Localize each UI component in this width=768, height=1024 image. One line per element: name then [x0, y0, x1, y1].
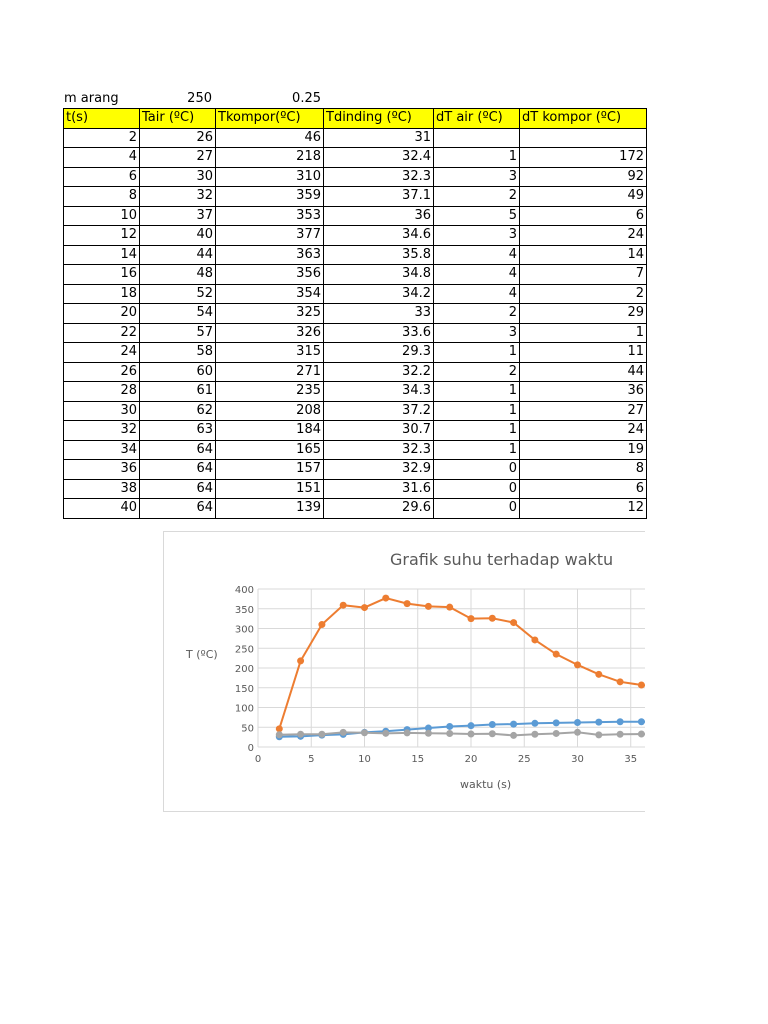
table-row [64, 401, 647, 421]
table-cell: 30.7 [324, 421, 434, 441]
table-cell: 28 [64, 382, 140, 402]
table-cell: 326 [216, 323, 324, 343]
table-cell: 12 [64, 226, 140, 246]
table-cell: 64 [140, 440, 216, 460]
table-cell: 27 [520, 401, 647, 421]
table-row [64, 499, 647, 519]
table-cell: 32 [64, 421, 140, 441]
data-point [553, 651, 560, 658]
data-point [382, 730, 389, 737]
data-point [595, 671, 602, 678]
y-tick-label: 250 [234, 644, 254, 656]
table-cell: 33.6 [324, 323, 434, 343]
table-cell: 62 [140, 401, 216, 421]
table-cell: 172 [520, 148, 647, 168]
table-row [64, 440, 647, 460]
data-point [574, 719, 581, 726]
data-point [361, 604, 368, 611]
table-cell: 7 [520, 265, 647, 285]
data-point [638, 731, 645, 738]
table-cell: 1 [434, 401, 520, 421]
table-cell: 29.6 [324, 499, 434, 519]
table-row [64, 167, 647, 187]
data-point [382, 595, 389, 602]
x-tick-label: 5 [308, 754, 315, 765]
table-cell: 24 [520, 226, 647, 246]
table-cell: 2 [434, 362, 520, 382]
table-cell: 33 [324, 304, 434, 324]
table-cell [520, 128, 647, 148]
table-cell: 157 [216, 460, 324, 480]
data-point [531, 731, 538, 738]
table-cell: 8 [64, 187, 140, 207]
table-cell: 151 [216, 479, 324, 499]
table-cell: 34.8 [324, 265, 434, 285]
table-cell: 34 [64, 440, 140, 460]
table-row [64, 362, 647, 382]
table-row [64, 460, 647, 480]
table-row [64, 265, 647, 285]
table-cell: 57 [140, 323, 216, 343]
x-axis-label: waktu (s) [460, 778, 512, 791]
table-cell: 0 [434, 460, 520, 480]
x-tick-label: 20 [464, 754, 478, 765]
column-header: Tkompor(ºC) [216, 109, 324, 129]
table-cell: 24 [520, 421, 647, 441]
data-point [340, 729, 347, 736]
data-point [638, 681, 645, 688]
table-cell: 64 [140, 479, 216, 499]
x-tick-label: 10 [358, 754, 371, 765]
table-cell: 2 [520, 284, 647, 304]
table-cell: 29 [520, 304, 647, 324]
data-point [638, 718, 645, 725]
data-point [510, 732, 517, 739]
data-point [553, 719, 560, 726]
table-cell: 6 [520, 206, 647, 226]
table-cell: 18 [64, 284, 140, 304]
table-cell: 3 [434, 226, 520, 246]
table-cell: 48 [140, 265, 216, 285]
data-point [404, 600, 411, 607]
table-cell: 34.6 [324, 226, 434, 246]
table-cell: 40 [140, 226, 216, 246]
table-cell: 36 [64, 460, 140, 480]
table-cell: 2 [434, 304, 520, 324]
data-point [425, 603, 432, 610]
table-cell: 5 [434, 206, 520, 226]
table-cell: 35.8 [324, 245, 434, 265]
data-point [468, 722, 475, 729]
header-row [64, 109, 647, 129]
table-cell: 31 [324, 128, 434, 148]
y-tick-label: 150 [234, 683, 254, 695]
table-cell: 2 [434, 187, 520, 207]
data-point [404, 729, 411, 736]
chart-title: Grafik suhu terhadap waktu [390, 550, 614, 569]
table-cell: 0 [434, 499, 520, 519]
table-cell: 32 [140, 187, 216, 207]
table-cell: 184 [216, 421, 324, 441]
data-point [617, 718, 624, 725]
table-row [64, 323, 647, 343]
table-cell: 315 [216, 343, 324, 363]
table-cell: 30 [64, 401, 140, 421]
table-cell: 60 [140, 362, 216, 382]
table-row [64, 284, 647, 304]
data-point [318, 621, 325, 628]
table-cell: 3 [434, 167, 520, 187]
data-point [489, 721, 496, 728]
table-row [64, 343, 647, 363]
table-row [64, 304, 647, 324]
table-cell: 2 [64, 128, 140, 148]
table-cell: 27 [140, 148, 216, 168]
data-point [510, 721, 517, 728]
table-cell: 36 [324, 206, 434, 226]
y-tick-label: 100 [234, 703, 254, 715]
y-tick-label: 300 [234, 624, 254, 636]
table-cell: 52 [140, 284, 216, 304]
data-point [425, 730, 432, 737]
table-cell: 31.6 [324, 479, 434, 499]
table-cell: 32.3 [324, 440, 434, 460]
table-cell: 218 [216, 148, 324, 168]
table-row [64, 479, 647, 499]
data-point [595, 731, 602, 738]
data-point [276, 731, 283, 738]
data-point [340, 602, 347, 609]
mass-row [64, 90, 324, 108]
table-row [64, 128, 647, 148]
table-cell: 377 [216, 226, 324, 246]
data-point [446, 604, 453, 611]
data-point [297, 731, 304, 738]
table-cell: 139 [216, 499, 324, 519]
y-tick-label: 50 [241, 723, 254, 735]
table-cell: 29.3 [324, 343, 434, 363]
table-cell: 37.1 [324, 187, 434, 207]
mass-value: 250 [187, 91, 212, 106]
table-cell: 26 [64, 362, 140, 382]
table-cell: 4 [434, 245, 520, 265]
data-point [489, 615, 496, 622]
table-cell: 165 [216, 440, 324, 460]
data-point [489, 730, 496, 737]
table-row [64, 187, 647, 207]
x-tick-label: 30 [571, 754, 584, 765]
table-row [64, 206, 647, 226]
x-tick-label: 0 [254, 754, 262, 765]
data-point [446, 723, 453, 730]
chart-svg [164, 532, 645, 811]
table-cell: 208 [216, 401, 324, 421]
y-axis-label: T (ºC) [186, 648, 218, 661]
table-cell: 32.2 [324, 362, 434, 382]
column-header: dT air (ºC) [434, 109, 520, 129]
table-cell: 1 [520, 323, 647, 343]
table-cell: 30 [140, 167, 216, 187]
data-point [595, 719, 602, 726]
table-cell: 14 [520, 245, 647, 265]
data-point [468, 615, 475, 622]
table-cell: 235 [216, 382, 324, 402]
table-cell: 36 [520, 382, 647, 402]
table-cell: 22 [64, 323, 140, 343]
table-cell: 64 [140, 460, 216, 480]
mass-value-kg: 0.25 [292, 91, 321, 106]
data-point [510, 619, 517, 626]
y-tick-label: 350 [234, 604, 254, 616]
table-row [64, 245, 647, 265]
y-tick-label: 400 [234, 585, 254, 596]
table-cell: 12 [520, 499, 647, 519]
mass-label: m arang [64, 91, 119, 106]
table-cell: 16 [64, 265, 140, 285]
table-cell: 6 [64, 167, 140, 187]
table-cell: 32.3 [324, 167, 434, 187]
data-point [468, 730, 475, 737]
data-point [531, 720, 538, 727]
data-point [553, 730, 560, 737]
y-tick-label: 200 [234, 664, 254, 675]
table-cell: 46 [216, 128, 324, 148]
table-cell: 1 [434, 148, 520, 168]
data-table [63, 108, 647, 519]
table-cell: 3 [434, 323, 520, 343]
data-point [318, 731, 325, 738]
table-cell: 58 [140, 343, 216, 363]
data-point [531, 636, 538, 643]
table-cell: 325 [216, 304, 324, 324]
table-cell: 44 [520, 362, 647, 382]
table-cell: 1 [434, 421, 520, 441]
data-point [297, 657, 304, 664]
data-point [446, 730, 453, 737]
data-point [361, 729, 368, 736]
table-cell: 363 [216, 245, 324, 265]
column-header: Tdinding (ºC) [324, 109, 434, 129]
table-cell: 353 [216, 206, 324, 226]
data-point [617, 678, 624, 685]
table-cell: 32.9 [324, 460, 434, 480]
table-cell: 40 [64, 499, 140, 519]
table-cell: 4 [434, 265, 520, 285]
data-point [617, 731, 624, 738]
table-cell: 271 [216, 362, 324, 382]
table-cell: 10 [64, 206, 140, 226]
table-cell: 1 [434, 382, 520, 402]
table-cell: 54 [140, 304, 216, 324]
x-tick-label: 15 [411, 754, 425, 765]
table-row [64, 226, 647, 246]
table-cell: 356 [216, 265, 324, 285]
table-cell: 26 [140, 128, 216, 148]
table-row [64, 148, 647, 168]
table-cell: 63 [140, 421, 216, 441]
table-cell: 37 [140, 206, 216, 226]
table-cell: 32.4 [324, 148, 434, 168]
table-cell: 24 [64, 343, 140, 363]
table-cell: 6 [520, 479, 647, 499]
table-cell: 64 [140, 499, 216, 519]
table-cell: 20 [64, 304, 140, 324]
series-line [279, 598, 645, 729]
column-header: Tair (ºC) [140, 109, 216, 129]
table-cell: 8 [520, 460, 647, 480]
table-cell: 11 [520, 343, 647, 363]
table-cell: 14 [64, 245, 140, 265]
temperature-chart [163, 531, 645, 812]
table-cell: 1 [434, 343, 520, 363]
table-cell: 359 [216, 187, 324, 207]
column-header: t(s) [64, 109, 140, 129]
data-point [574, 661, 581, 668]
table-row [64, 382, 647, 402]
data-point [574, 729, 581, 736]
table-cell: 34.3 [324, 382, 434, 402]
table-cell: 354 [216, 284, 324, 304]
table-cell: 92 [520, 167, 647, 187]
table-cell: 1 [434, 440, 520, 460]
x-tick-label: 25 [517, 754, 531, 765]
table-cell: 49 [520, 187, 647, 207]
table-cell: 34.2 [324, 284, 434, 304]
table-cell: 38 [64, 479, 140, 499]
table-cell: 4 [434, 284, 520, 304]
table-cell [434, 128, 520, 148]
table-cell: 61 [140, 382, 216, 402]
table-cell: 4 [64, 148, 140, 168]
y-tick-label: 0 [247, 743, 254, 754]
table-cell: 310 [216, 167, 324, 187]
column-header: dT kompor (ºC) [520, 109, 647, 129]
table-cell: 19 [520, 440, 647, 460]
table-cell: 0 [434, 479, 520, 499]
table-cell: 37.2 [324, 401, 434, 421]
table-row [64, 421, 647, 441]
table-cell: 44 [140, 245, 216, 265]
x-tick-label: 35 [624, 754, 638, 765]
